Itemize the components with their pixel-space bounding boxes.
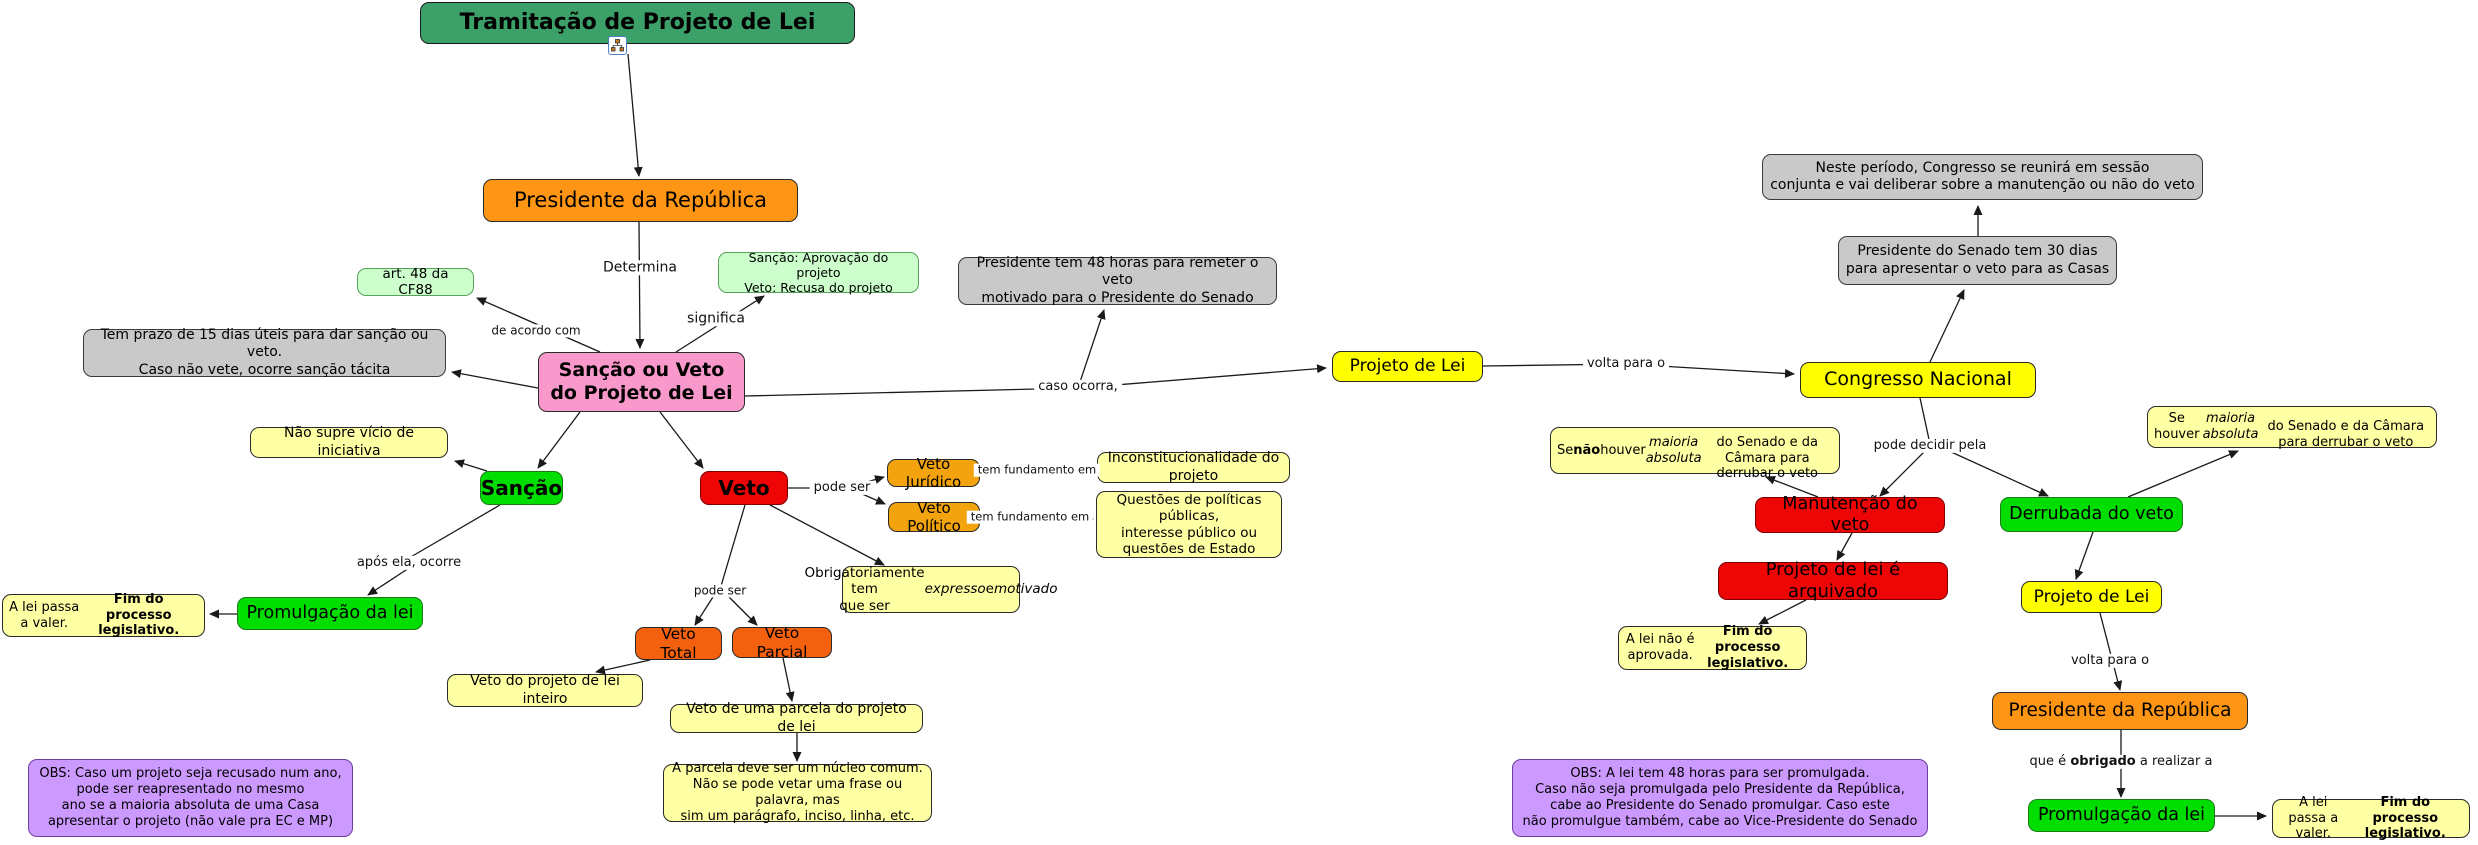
lei-passa-1-node[interactable]: A lei passa a valer. Fim do processo legislativo. <box>2 594 205 637</box>
connector-line <box>1880 446 1930 496</box>
obrigatoriamente-node[interactable]: Obrigatoriamente tem que ser expresso e motivado <box>804 564 1058 614</box>
sancao-ou-veto-node[interactable]: Sanção ou Veto do Projeto de Lei <box>538 352 745 412</box>
connector-line <box>695 597 713 625</box>
senado-30-dias-node[interactable]: Presidente do Senado tem 30 dias para apresentar o veto para as Casas <box>1838 236 2117 285</box>
obs-direita-node[interactable]: OBS: A lei tem 48 horas para ser promulgada. Caso não seja promulgada pelo Presidente da República, cabe ao Presidente do Senado promulgar. Caso este não promulgue também, cabe ao Vice-Presidente do Senado <box>1512 759 1928 837</box>
connector-line <box>721 505 745 586</box>
connector-line <box>409 505 500 558</box>
significado-node[interactable]: Sanção: Aprovação do projeto Veto: Recusa do projeto <box>718 252 919 293</box>
linked-resource-icon[interactable] <box>608 36 627 55</box>
connector-line <box>1930 290 1964 362</box>
derrubada-veto-node[interactable]: Derrubada do veto <box>2000 497 2183 532</box>
connector-line <box>1837 533 1852 560</box>
veto-juridico-node[interactable]: Veto Jurídico <box>887 459 980 487</box>
connector-line <box>538 412 580 468</box>
veto-politico-node[interactable]: Veto Político <box>888 502 980 532</box>
veto-parcela-node[interactable]: Veto de uma parcela do projeto de lei <box>670 704 923 733</box>
veto-inteiro-node[interactable]: Veto do projeto de lei inteiro <box>447 674 643 707</box>
caso-ocorra-link-label[interactable]: caso ocorra, <box>1034 380 1122 394</box>
connector-line <box>368 568 409 595</box>
obs-esquerda-node[interactable]: OBS: Caso um projeto seja recusado num ano, pode ser reapresentado no mesmo ano se a maioria absoluta de uma Casa apresentar o projeto (não vale pra EC e MP) <box>28 759 353 837</box>
lei-arquivado-node[interactable]: Projeto de lei é arquivado <box>1718 562 1948 600</box>
presidente-2-node[interactable]: Presidente da República <box>1992 692 2248 730</box>
pode-decidir-pela-link-label[interactable]: pode decidir pela <box>1870 439 1991 453</box>
nao-supre-vicio-node[interactable]: Não supre vício de iniciativa <box>250 427 448 458</box>
lei-passa-2-node[interactable]: A lei passa a valer. Fim do processo legislativo. <box>2272 799 2470 838</box>
connector-line <box>783 658 792 701</box>
promulgacao-1-node[interactable]: Promulgação da lei <box>237 597 423 630</box>
volta-para-o-1-link-label[interactable]: volta para o <box>1583 357 1669 371</box>
veto-parcial-node[interactable]: Veto Parcial <box>732 627 832 658</box>
lei-nao-aprovada-node[interactable]: A lei não é aprovada. Fim do processo legislativo. <box>1618 626 1807 670</box>
de-acordo-com-link-label[interactable]: de acordo com <box>487 324 584 337</box>
hierarchy-glyph <box>611 39 624 52</box>
manutencao-veto-node[interactable]: Manutenção do veto <box>1755 497 1945 533</box>
nucleo-comum-node[interactable]: A parcela deve ser um núcleo comum. Não se pode vetar uma frase ou palavra, mas sim um parágrafo, inciso, linha, etc. <box>663 764 932 822</box>
connector-line <box>1938 446 2048 496</box>
presidente-1-node[interactable]: Presidente da República <box>483 179 798 222</box>
veto-node[interactable]: Veto <box>700 471 788 505</box>
se-houver-node[interactable]: Se houver maioria absoluta do Senado e da Câmara para derrubar o veto <box>2147 406 2437 448</box>
presidente-48h-node[interactable]: Presidente tem 48 horas para remeter o veto motivado para o Presidente do Senado <box>958 257 1277 305</box>
questoes-politicas-node[interactable]: Questões de políticas públicas, interesse público ou questões de Estado <box>1096 491 1282 558</box>
connector-line <box>1078 310 1104 388</box>
sancao-node[interactable]: Sanção <box>480 471 563 505</box>
congresso-nacional-node[interactable]: Congresso Nacional <box>1800 362 2036 398</box>
connector-line <box>628 54 639 176</box>
significa-link-label[interactable]: significa <box>683 311 749 326</box>
veto-total-node[interactable]: Veto Total <box>635 627 722 660</box>
title-node[interactable]: Tramitação de Projeto de Lei <box>420 2 855 44</box>
connector-line <box>745 388 1078 396</box>
connector-line <box>2100 613 2120 690</box>
pode-ser-direita-link-label[interactable]: pode ser <box>810 481 875 495</box>
promulgacao-2-node[interactable]: Promulgação da lei <box>2028 799 2215 832</box>
projeto-de-lei-1-node[interactable]: Projeto de Lei <box>1332 351 1483 382</box>
inconstitucionalidade-node[interactable]: Inconstitucionalidade do projeto <box>1097 452 1290 483</box>
connector-line <box>639 222 640 348</box>
projeto-de-lei-2-node[interactable]: Projeto de Lei <box>2021 581 2162 613</box>
tem-fundamento-1-link-label[interactable]: tem fundamento em <box>974 464 1100 477</box>
se-nao-houver-node[interactable]: Se não houver maioria absoluta do Senado e da Câmara para derrubar o veto <box>1550 427 1840 474</box>
connector-line <box>770 505 884 565</box>
apos-ela-ocorre-link-label[interactable]: após ela, ocorre <box>353 556 465 570</box>
connector-line <box>1759 600 1806 624</box>
art-48-cf88-node[interactable]: art. 48 da CF88 <box>357 268 474 296</box>
connector-line <box>452 372 538 388</box>
determina-link-label[interactable]: Determina <box>599 260 681 275</box>
que-e-obrigado-link-label[interactable]: que é obrigado a realizar a <box>2026 755 2217 769</box>
volta-para-o-2-link-label[interactable]: volta para o <box>2067 654 2153 668</box>
tem-fundamento-2-link-label[interactable]: tem fundamento em <box>967 511 1093 524</box>
connector-line <box>455 461 487 471</box>
pode-ser-baixo-link-label[interactable]: pode ser <box>690 584 750 597</box>
connector-line <box>729 597 757 625</box>
prazo-15-dias-node[interactable]: Tem prazo de 15 dias úteis para dar sanção ou veto. Caso não vete, ocorre sanção tácita <box>83 329 446 377</box>
neste-periodo-node[interactable]: Neste período, Congresso se reunirá em sessão conjunta e vai deliberar sobre a manutenção ou não do veto <box>1762 154 2203 200</box>
connector-line <box>2076 532 2093 579</box>
connector-line <box>660 412 703 468</box>
connector-line <box>2128 451 2238 497</box>
